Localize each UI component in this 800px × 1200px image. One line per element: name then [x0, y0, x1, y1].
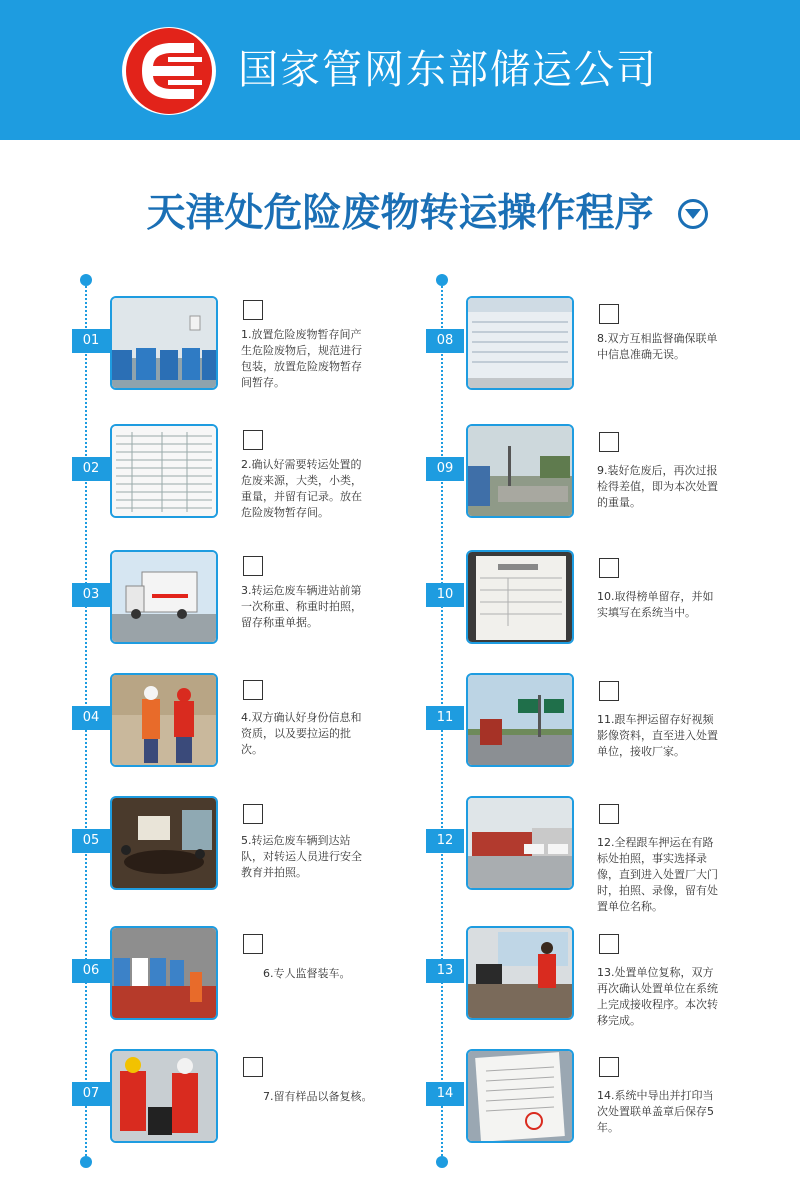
- checkbox[interactable]: [599, 304, 619, 324]
- step-number-badge: 07: [72, 1082, 110, 1106]
- step-description: 4.双方确认好身份信息和资质，以及要拉运的批次。: [241, 711, 362, 756]
- step-13: [0, 926, 718, 1027]
- step-number-badge: 14: [426, 1082, 464, 1106]
- step-description: 6.专人监督装车。: [263, 967, 351, 980]
- step-description: 9.装好危废后，再次过报检得差值，即为本次处置的重量。: [597, 464, 718, 509]
- step-number-badge: 11: [426, 706, 464, 730]
- checkbox[interactable]: [599, 934, 619, 954]
- timeline-start-dot: [436, 274, 448, 286]
- step-number-badge: 06: [72, 959, 110, 983]
- step-description: 8.双方互相监督确保联单中信息准确无误。: [597, 332, 718, 361]
- step-description: 1.放置危险废物暂存间产生危险废物后，规范进行包装，放置危险废物暂存间暂存。: [241, 328, 362, 389]
- step-description: 7.留有样品以备复核。: [263, 1090, 373, 1103]
- checkbox[interactable]: [599, 432, 619, 452]
- checkbox[interactable]: [599, 1057, 619, 1077]
- checkbox[interactable]: [599, 804, 619, 824]
- checkbox[interactable]: [599, 681, 619, 701]
- step-number-badge: 08: [426, 329, 464, 353]
- header-banner: [0, 0, 800, 140]
- step-number-badge: 01: [72, 329, 110, 353]
- step-10: [0, 550, 714, 650]
- step-number-badge: 12: [426, 829, 464, 853]
- step-14: [0, 1049, 714, 1149]
- step-number-badge: 02: [72, 457, 110, 481]
- step-number-badge: 03: [72, 583, 110, 607]
- office-reweigh-photo: [466, 926, 574, 1020]
- step-number-badge: 05: [72, 829, 110, 853]
- circle-chevron-down-icon: [678, 199, 708, 229]
- pipechina-logo-icon: [122, 27, 216, 115]
- step-description: 10.取得榜单留存，并如实填写在系统当中。: [597, 590, 714, 619]
- step-number-badge: 13: [426, 959, 464, 983]
- step-11: [0, 673, 718, 773]
- step-number-badge: 04: [72, 706, 110, 730]
- timeline-end-dot: [436, 1156, 448, 1168]
- step-number-badge: 09: [426, 457, 464, 481]
- step-number-badge: 10: [426, 583, 464, 607]
- highway-escort-photo: [466, 673, 574, 767]
- weigh-station-road-photo: [466, 424, 574, 518]
- weigh-slip-photo: [466, 550, 574, 644]
- page-title: 天津处危险废物转运操作程序: [146, 191, 654, 236]
- step-description: 2.确认好需要转运处置的危废来源，大类，小类，重量，并留有记录。放在危险废物暂存间。: [241, 458, 362, 519]
- step-description: 3.转运危废车辆进站前第一次称重、称重时拍照，留存称重单据。: [241, 584, 362, 629]
- step-description: 14.系统中导出并打印当次处置联单盖章后保存5年。: [597, 1089, 714, 1134]
- step-description: 5.转运危废车辆到达站队，对转运人员进行安全教育并拍照。: [241, 834, 362, 879]
- step-08: [0, 296, 718, 396]
- company-name: 国家管网东部储运公司: [238, 47, 658, 93]
- disposal-plant-gate-photo: [466, 796, 574, 890]
- timeline-start-dot: [80, 274, 92, 286]
- step-description: 12.全程跟车押运在有路标处拍照，事实选择录像，直到进入处置厂大门时，拍照、录像，留有处置单位名称。: [597, 836, 718, 913]
- system-screen-photo: [466, 296, 574, 390]
- timeline-end-dot: [80, 1156, 92, 1168]
- step-description: 11.跟车押运留存好视频影像资料，直至进入处置单位，接收厂家。: [597, 713, 718, 758]
- step-12: [0, 796, 718, 913]
- stamped-manifest-photo: [466, 1049, 574, 1143]
- step-09: [0, 424, 718, 524]
- checkbox[interactable]: [599, 558, 619, 578]
- step-description: 13.处置单位复称，双方再次确认处置单位在系统上完成接收程序。本次转移完成。: [597, 966, 718, 1027]
